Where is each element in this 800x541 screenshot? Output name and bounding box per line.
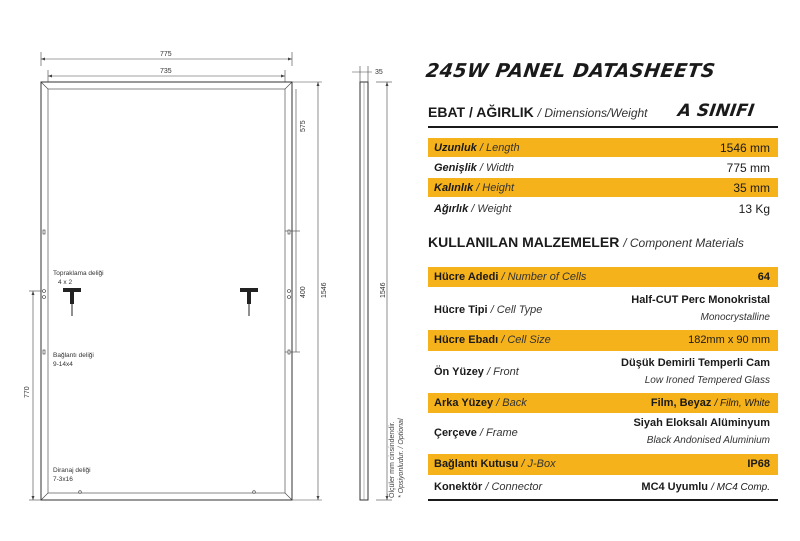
material-row-jbox	[428, 454, 778, 475]
dim-frame-thickness: 35	[375, 69, 383, 76]
dim-bottom-segment: 770	[24, 386, 31, 398]
material-row-value: Düşük Demirli Temperli Cam	[621, 357, 770, 369]
material-row-label-en: / Front	[487, 366, 519, 378]
material-row-value-en: / MC4 Comp.	[711, 482, 770, 493]
material-row-label: Arka Yüzey	[434, 397, 494, 409]
material-row-value-sub: Low Ironed Tempered Glass	[644, 375, 770, 386]
material-row-label: Hücre Adedi	[434, 271, 499, 283]
dim-row-width	[428, 158, 778, 177]
material-row-label-en: / Frame	[479, 427, 518, 439]
material-row-value-sub: Black Andonised Aluminium	[646, 435, 770, 446]
dim-row-weight	[428, 199, 778, 218]
material-row-label: Çerçeve	[434, 427, 477, 439]
grade-badge: A SINIFI	[676, 101, 756, 121]
dimensions-divider	[428, 126, 778, 128]
dim-row-label-en: / Width	[479, 162, 514, 174]
dim-row-length	[428, 138, 778, 157]
dim-row-value: 35 mm	[733, 181, 770, 195]
material-row-label: Hücre Tipi	[434, 304, 488, 316]
material-row-label-en: / Back	[496, 397, 527, 409]
note-units: Ölçüler mm cinsindendir.	[389, 421, 396, 498]
dim-side-length: 1546	[380, 282, 387, 298]
dim-row-label-en: / Height	[476, 182, 515, 194]
materials-divider	[428, 499, 778, 501]
material-row-label: Ön Yüzey	[434, 366, 484, 378]
material-row-cell-count	[428, 267, 778, 287]
material-row-value: 182mm x 90 mm	[688, 334, 770, 346]
dim-row-label-en: / Length	[479, 142, 520, 154]
dim-outer-width: 775	[160, 51, 172, 58]
dim-row-value: 1546 mm	[719, 141, 770, 155]
material-row-label-en: / Cell Size	[501, 334, 551, 346]
material-row-label: Hücre Ebadı	[434, 334, 499, 346]
dimensions-heading-en: / Dimensions/Weight	[537, 106, 648, 120]
materials-heading-en: / Component Materials	[623, 236, 744, 250]
material-row-front	[428, 354, 778, 392]
dim-row-label: Kalınlık	[434, 182, 474, 194]
material-row-value: Siyah Eloksalı Alüminyum	[633, 417, 770, 429]
dimensions-heading-tr: EBAT / AĞIRLIK	[428, 104, 534, 120]
material-row-value: MC4 Uyumlu	[641, 481, 709, 493]
material-row-value-en: / Film, White	[714, 398, 770, 409]
dim-row-label: Ağırlık	[434, 203, 469, 215]
material-row-frame	[428, 414, 778, 452]
grounding-hole-size: 4 x 2	[58, 279, 73, 286]
dim-top-segment: 575	[300, 120, 307, 132]
material-row-label-en: / J-Box	[521, 458, 556, 470]
material-row-value-sub: Monocrystalline	[700, 312, 770, 323]
page-title: 245W PANEL DATASHEETS	[424, 60, 717, 82]
material-row-cell-size	[428, 330, 778, 351]
mounting-hole-size: 9-14x4	[53, 361, 73, 368]
material-row-label-en: / Cell Type	[490, 304, 543, 316]
dim-row-value: 775 mm	[726, 161, 770, 175]
material-row-connector	[428, 477, 778, 497]
material-row-cell-type	[428, 290, 778, 328]
material-row-value: 64	[757, 271, 770, 283]
dim-total-length: 1546	[321, 282, 328, 298]
drawing-notes	[388, 418, 406, 498]
material-row-value: Half-CUT Perc Monokristal	[631, 294, 770, 306]
grounding-hole-label: Topraklama deliği	[53, 270, 104, 277]
material-row-value: IP68	[747, 458, 770, 470]
dim-row-label-en: / Weight	[471, 203, 512, 215]
materials-heading-tr: KULLANILAN MALZEMELER	[428, 234, 620, 250]
dim-row-value: 13 Kg	[738, 202, 770, 216]
dim-mid-segment: 400	[300, 286, 307, 298]
drain-hole-size: 7-3x16	[53, 476, 73, 483]
material-row-value: Film, Beyaz	[650, 397, 712, 409]
material-row-label-en: / Number of Cells	[501, 271, 587, 283]
drain-hole-label: Diranaj deliği	[53, 467, 91, 474]
mounting-hole-label: Bağlantı deliği	[53, 352, 94, 359]
note-optional: * Opsiyonludur. / Optional	[398, 418, 405, 498]
material-row-label-en: / Connector	[485, 481, 543, 493]
dimensions-heading	[428, 104, 648, 120]
dim-row-label: Genişlik	[434, 162, 477, 174]
material-row-label: Bağlantı Kutusu	[434, 458, 519, 470]
dim-row-height	[428, 178, 778, 197]
material-row-label: Konektör	[434, 481, 483, 493]
materials-heading	[428, 234, 744, 250]
dim-inner-width: 735	[160, 68, 172, 75]
dim-row-label: Uzunluk	[434, 142, 477, 154]
material-row-back	[428, 393, 778, 413]
